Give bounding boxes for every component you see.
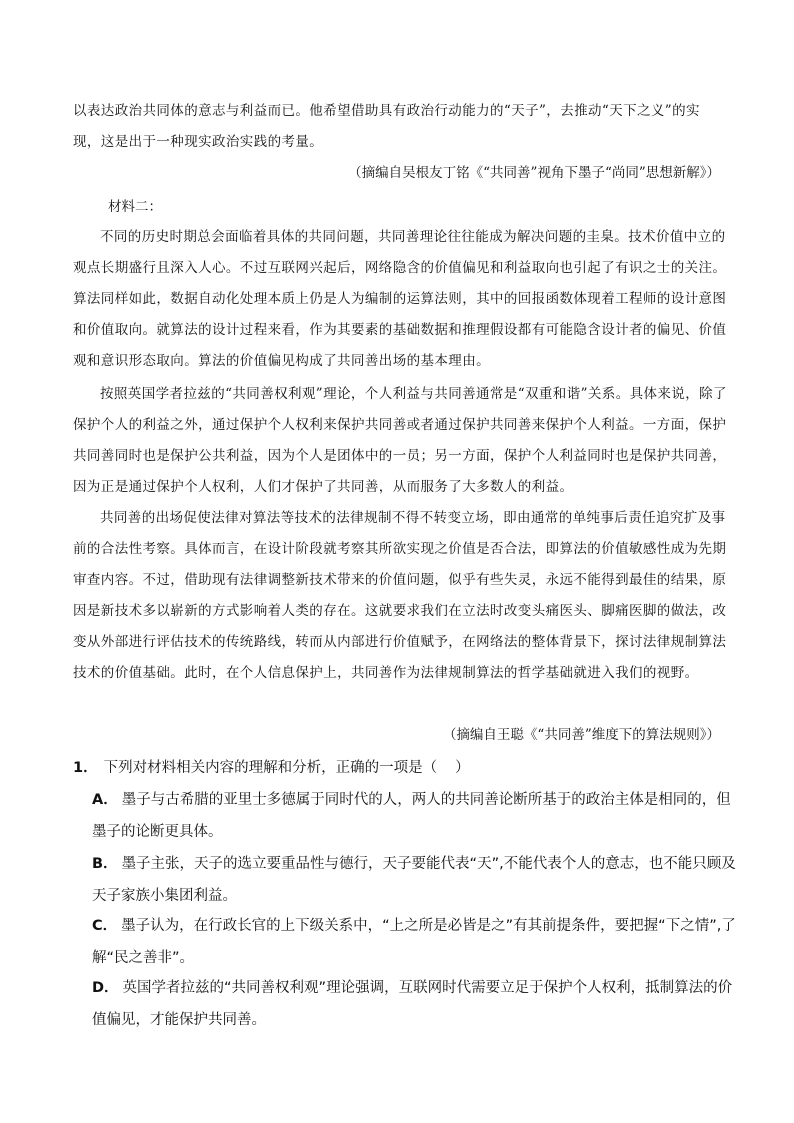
option-letter: C．: [92, 918, 118, 934]
material2-source: （摘编自王聪《“共同善”维度下的算法规则》）: [442, 727, 720, 743]
option-letter: B．: [92, 856, 118, 872]
question-stem: [73, 758, 733, 778]
option-a[interactable]: [92, 784, 742, 848]
option-text: 墨子主张，天子的选立要重品性与德行，天子要能代表“天”,不能代表个人的意志，也不能只顾及天子家族小集团利益。: [92, 856, 736, 904]
question-stem-text: 下列对材料相关内容的理解和分析，正确的一项是（: [103, 760, 438, 776]
option-text: 英国学者拉兹的“共同善权利观”理论强调，互联网时代需要立足于保护个人权利，抵制算法的价值偏见，才能保护共同善。: [92, 980, 733, 1028]
option-text: 墨子与古希腊的亚里士多德属于同时代的人，两人的共同善论断所基于的政治主体是相同的，但墨子的论断更具体。: [92, 792, 731, 840]
passage-intro-paragraph: 以表达政治共同体的意志与利益而已。他希望借助具有政治行动能力的“天子”，去推动“天下之义”的实现，这是出于一种现实政治实践的考量。: [73, 103, 700, 150]
option-b[interactable]: [92, 848, 742, 912]
material2-label: 材料二：: [108, 199, 162, 215]
option-letter: A．: [92, 792, 118, 808]
material2-paragraph-3: 共同善的出场促使法律对算法等技术的法律规制不得不转变立场，即由通常的单纯事后责任追究扩及事前的合法性考察。具体而言，在设计阶段就考察其所欲实现之价值是否合法，即算法的价值敏感性成为先期审查内容。不过，借助现有法律调整新技术带来的价值问题，似乎有些失灵，永远不能得到最佳的结果，原因是新技术多以崭新的方式影响着人类的存在。这就要求我们在立法时改变头痛医头、脚痛医脚的做法，改变从外部进行评估技术的传统路线，转而从内部进行价值赋予，在网络法的整体背景下，探讨法律规制算法技术的价值基础。此时，在个人信息保护上，共同善作为法律规制算法的哲学基础就进入我们的视野。: [73, 510, 727, 681]
option-text: 墨子认为，在行政长官的上下级关系中，“上之所是必皆是之”有其前提条件，要把握“下之情”,了解“民之善非”。: [92, 918, 736, 966]
material2-paragraph-1: 不同的历史时期总会面临着具体的共同问题，共同善理论往往能成为解决问题的圭臬。技术价值中立的观点长期盛行且深入人心。不过互联网兴起后，网络隐含的价值偏见和利益取向也引起了有识之士的关注。算法同样如此，数据自动化处理本质上仍是人为编制的运算法则，其中的回报函数体现着工程师的设计意图和价值取向。就算法的设计过程来看，作为其要素的基础数据和推理假设都有可能隐含设计者的偏见、价值观和意识形态取向。算法的价值偏见构成了共同善出场的基本理由。: [73, 229, 727, 369]
option-c[interactable]: [92, 910, 742, 974]
question-number: 1．: [73, 760, 98, 776]
material2-paragraph-2: 按照英国学者拉兹的“共同善权利观”理论，个人利益与共同善通常是“双重和谐”关系。具体来说，除了保护个人的利益之外，通过保护个人权利来保护共同善或者通过保护共同善来保护个人利益。一方面，保护共同善同时也是保护公共利益，因为个人是团体中的一员；另一方面，保护个人利益同时也是保护共同善，因为正是通过保护个人权利，人们才保护了共同善，从而服务了大多数人的利益。: [73, 386, 727, 495]
option-d[interactable]: [92, 972, 742, 1036]
question-stem-close: ）: [455, 760, 470, 776]
material1-source: （摘编自吴根友丁铭《“共同善”视角下墨子“尚同”思想新解》）: [348, 165, 720, 181]
option-letter: D．: [92, 980, 119, 996]
